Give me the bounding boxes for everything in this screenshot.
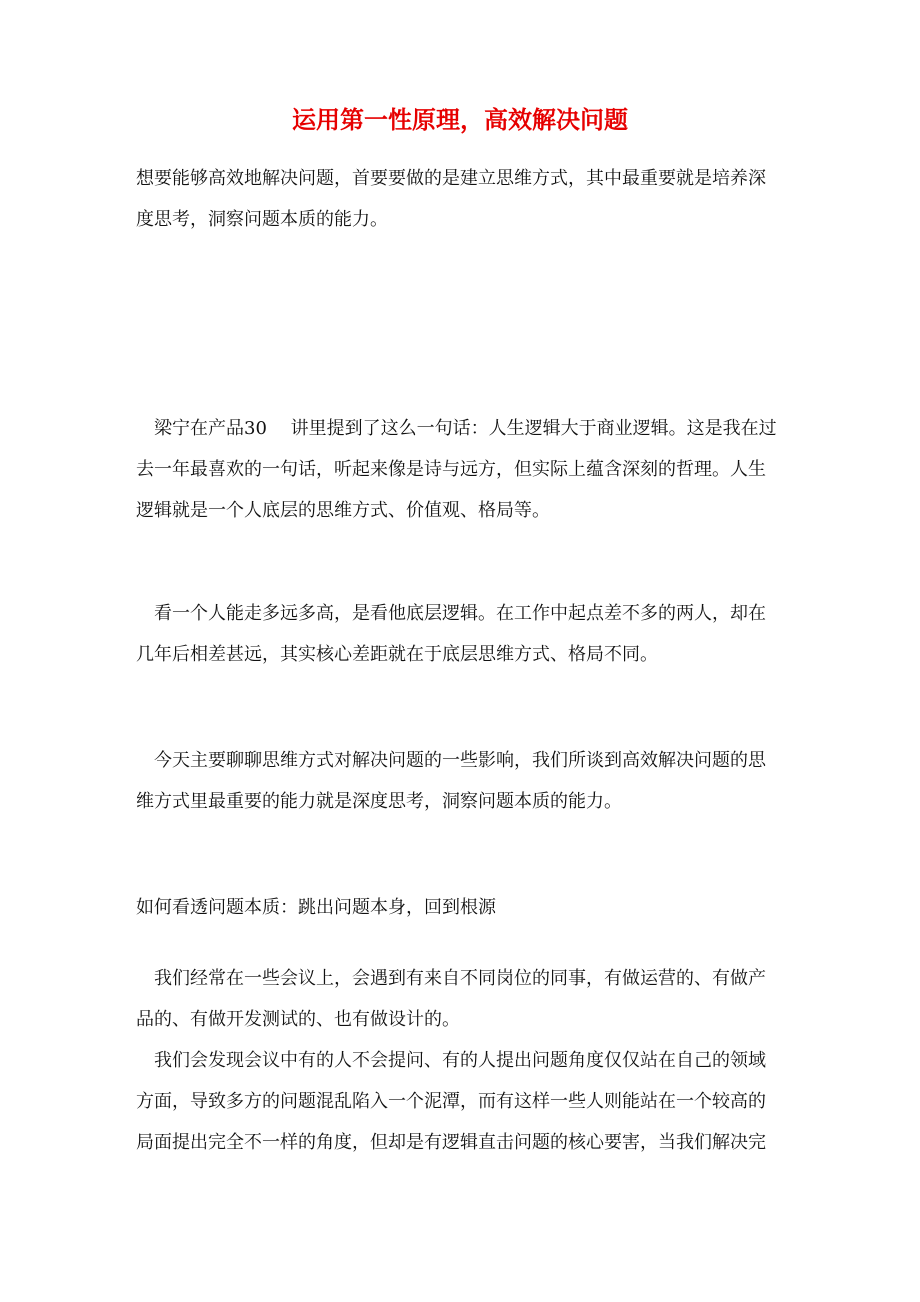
text-line: 如何看透问题本质：跳出问题本身，回到根源 <box>136 897 496 918</box>
text-line: 度思考，洞察问题本质的能力。 <box>136 209 388 230</box>
text-line: 我们会发现会议中有的人不会提问、有的人提出问题角度仅仅站在自己的领域 <box>136 1050 766 1071</box>
paragraph-liangning <box>136 408 786 531</box>
paragraph-intro <box>136 158 786 240</box>
document-title: 运用第一性原理，高效解决问题 <box>292 105 628 134</box>
text-line: 去一年最喜欢的一句话，听起来像是诗与远方，但实际上蕴含深刻的哲理。人生 <box>136 459 766 480</box>
text-line: 梁宁在产品30 讲里提到了这么一句话：人生逻辑大于商业逻辑。这是我在过 <box>136 418 777 439</box>
text-line: 看一个人能走多远多高，是看他底层逻辑。在工作中起点差不多的两人，却在 <box>136 603 766 624</box>
text-line: 想要能够高效地解决问题，首要要做的是建立思维方式，其中最重要就是培养深 <box>136 168 766 189</box>
paragraph-today-topic <box>136 740 786 822</box>
section-heading <box>136 887 786 928</box>
text-line: 几年后相差甚远，其实核心差距就在于底层思维方式、格局不同。 <box>136 644 658 665</box>
text-line: 我们经常在一些会议上，会遇到有来自不同岗位的同事，有做运营的、有做产 <box>136 968 766 989</box>
text-line: 品的、有做开发测试的、也有做设计的。 <box>136 1009 460 1030</box>
text-line: 今天主要聊聊思维方式对解决问题的一些影响，我们所谈到高效解决问题的思 <box>136 750 766 771</box>
paragraph-underlying-logic <box>136 593 786 675</box>
text-line: 逻辑就是一个人底层的思维方式、价值观、格局等。 <box>136 500 550 521</box>
text-line: 维方式里最重要的能力就是深度思考，洞察问题本质的能力。 <box>136 791 622 812</box>
paragraph-meetings <box>136 958 786 1163</box>
text-line: 局面提出完全不一样的角度，但却是有逻辑直击问题的核心要害，当我们解决完 <box>136 1132 766 1153</box>
text-line: 方面，导致多方的问题混乱陷入一个泥潭，而有这样一些人则能站在一个较高的 <box>136 1091 766 1112</box>
